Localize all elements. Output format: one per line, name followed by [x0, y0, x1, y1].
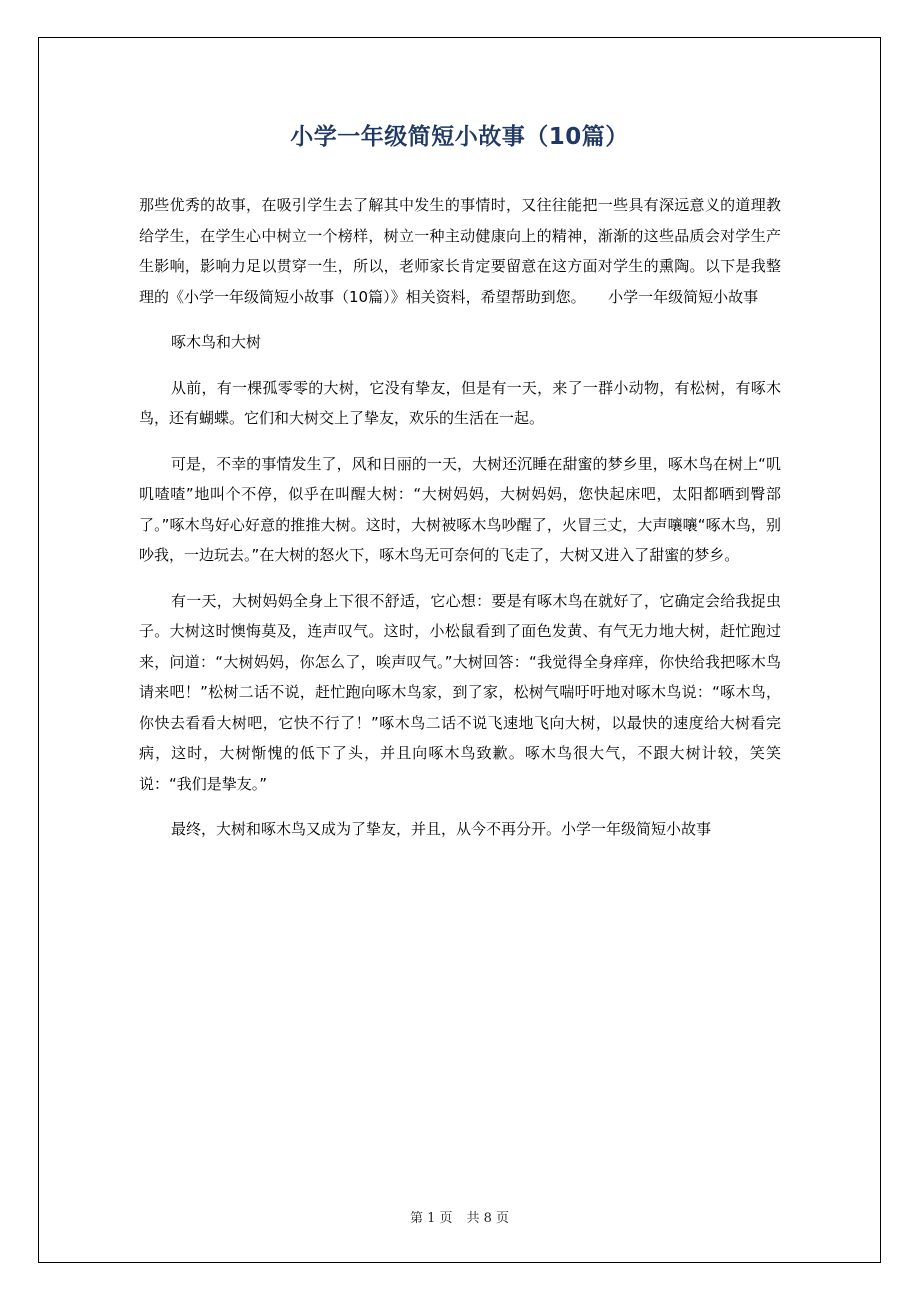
story-paragraph: 最终，大树和啄木鸟又成为了挚友，并且，从今不再分开。小学一年级简短小故事	[171, 820, 712, 838]
document-body	[139, 190, 781, 860]
page-total: 共 8 页	[466, 1211, 510, 1226]
intro-paragraph: 那些优秀的故事，在吸引学生去了解其中发生的事情时，又往往能把一些具有深远意义的道理教给学生，在学生心中树立一个榜样，树立一种主动健康向上的精神，渐渐的这些品质会对学生产生影响，影响力足以贯穿一生，所以，老师家长肯定要留意在这方面对学生的熏陶。以下是我整理的《小学一年级简短小故事（10篇）》相关资料，希望帮助到您。 小学一年级简短小故事	[139, 196, 781, 306]
page-footer	[38, 1207, 881, 1226]
story-paragraph: 有一天，大树妈妈全身上下很不舒适，它心想：要是有啄木鸟在就好了，它确定会给我捉虫子。大树这时懊悔莫及，连声叹气。这时，小松鼠看到了面色发黄、有气无力地大树，赶忙跑过来，问道：“大树妈妈，你怎么了，唉声叹气。”大树回答：“我觉得全身痒痒，你快给我把啄木鸟请来吧！”松树二话不说，赶忙跑向啄木鸟家，到了家，松树气喘吁吁地对啄木鸟说：“啄木鸟，你快去看看大树吧，它快不行了！”啄木鸟二话不说飞速地飞向大树，以最快的速度给大树看完病，这时，大树惭愧的低下了头，并且向啄木鸟致歉。啄木鸟很大气，不跟大树计较，笑笑说：“我们是挚友。”	[139, 591, 781, 793]
story-paragraph: 可是，不幸的事情发生了，风和日丽的一天，大树还沉睡在甜蜜的梦乡里，啄木鸟在树上“叽叽喳喳”地叫个不停，似乎在叫醒大树：“大树妈妈，大树妈妈，您快起床吧，太阳都晒到臀部了。”啄木鸟好心好意的推推大树。这时，大树被啄木鸟吵醒了，火冒三丈，大声嚷嚷“啄木鸟，别吵我，一边玩去。”在大树的怒火下，啄木鸟无可奈何的飞走了，大树又进入了甜蜜的梦乡。	[139, 454, 781, 564]
page-number: 第 1 页	[409, 1211, 453, 1226]
story-paragraph: 从前，有一棵孤零零的大树，它没有挚友，但是有一天，来了一群小动物，有松树，有啄木鸟，还有蝴蝶。它们和大树交上了挚友，欢乐的生活在一起。	[139, 378, 781, 427]
story-title: 啄木鸟和大树	[171, 333, 262, 351]
document-title: 小学一年级简短小故事（10篇）	[290, 124, 629, 150]
